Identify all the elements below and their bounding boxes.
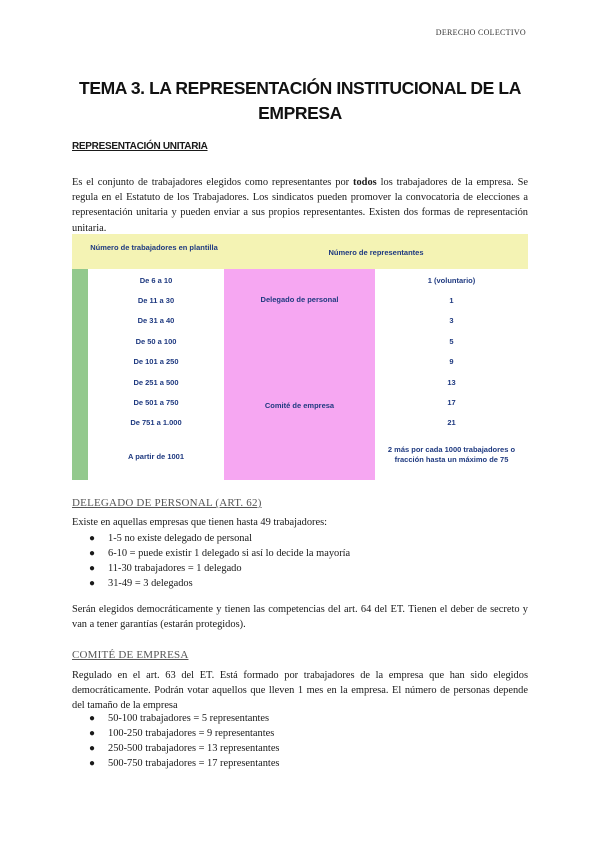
list-item [72, 546, 528, 561]
row-range: De 751 a 1.000 [130, 418, 182, 427]
list-item [72, 531, 528, 546]
list-item-text: 11-30 trabajadores = 1 delegado [108, 563, 242, 574]
intro-text-bold: todos [353, 177, 377, 188]
row-count: 3 [449, 316, 454, 325]
delegado-label: Delegado de personal [260, 295, 339, 304]
list-item [72, 726, 528, 741]
list-item-text: 50-100 trabajadores = 5 representantes [108, 713, 270, 724]
unitaria-intro-paragraph [72, 175, 528, 236]
delegado-intro: Existe en aquellas empresas que tienen hasta 49 trabajadores: [72, 517, 328, 528]
row-range: De 101 a 250 [133, 357, 179, 366]
row-count: 1 [449, 296, 454, 305]
bullet-icon: ● [89, 533, 96, 544]
row-range: De 251 a 500 [133, 378, 179, 387]
row-count: 13 [447, 378, 456, 387]
bullet-icon: ● [89, 713, 96, 724]
row-range: De 6 a 10 [139, 276, 173, 285]
header-workers: Número de trabajadores en plantilla [90, 243, 218, 252]
list-item-text: 500-750 trabajadores = 17 representantes [108, 758, 280, 769]
row-range: De 11 a 30 [137, 296, 175, 305]
list-item [72, 576, 528, 591]
list-item-text: 31-49 = 3 delegados [108, 578, 193, 589]
header-representatives: Número de representantes [328, 248, 424, 257]
row-range: A partir de 1001 [128, 452, 184, 461]
list-item [72, 711, 528, 726]
list-item [72, 561, 528, 576]
list-item-text: 1-5 no existe delegado de personal [108, 533, 252, 544]
intro-text-end: los trabajadores de la empresa. Se regula en el Estatuto de los Trabajadores. Los sindicatos pueden promover la convocatoria de elecciones a representación unitaria y pueden enviar a sus propios representantes. Existen dos formas de representación unitaria. [72, 177, 528, 234]
comite-list [72, 711, 528, 771]
delegado-closing: Serán elegidos democráticamente y tienen las competencias del art. 64 del ET. Tienen el deber de secreto y van a tener garantías (estarán protegidos). [72, 604, 528, 631]
comite-heading: COMITÉ DE EMPRESA [72, 649, 189, 661]
row-count: 21 [447, 418, 456, 427]
comite-label: Comité de empresa [264, 401, 335, 410]
row-count: 9 [449, 357, 454, 366]
row-range: De 31 a 40 [137, 316, 175, 325]
row-range: De 501 a 750 [133, 398, 179, 407]
row-count: 5 [449, 337, 454, 346]
comite-intro: Regulado en el art. 63 del ET. Está formado por trabajadores de la empresa que han sido elegidos democráticamente. Podrán votar aquellos que lleven 1 mes en la empresa. El número de personas depende del tamaño de la empresa [72, 670, 528, 712]
bullet-icon: ● [89, 758, 96, 769]
bullet-icon: ● [89, 578, 96, 589]
page-title: TEMA 3. LA REPRESENTACIÓN INSTITUCIONAL DE LA EMPRESA [79, 78, 521, 123]
row-count: 17 [447, 398, 456, 407]
bullet-icon: ● [89, 743, 96, 754]
bullet-icon: ● [89, 728, 96, 739]
row-count: 2 más por cada 1000 trabajadores o fracción hasta un máximo de 75 [387, 445, 516, 464]
list-item [72, 756, 528, 771]
bullet-icon: ● [89, 548, 96, 559]
list-item-text: 100-250 trabajadores = 9 representantes [108, 728, 275, 739]
representatives-table [72, 234, 528, 480]
delegado-heading: DELEGADO DE PERSONAL (ART. 62) [72, 497, 262, 509]
intro-text-start: Es el conjunto de trabajadores elegidos como representantes por [72, 177, 354, 188]
list-item [72, 741, 528, 756]
list-item-text: 6-10 = puede existir 1 delegado si así lo decide la mayoría [108, 548, 351, 559]
row-count: 1 (voluntario) [427, 276, 476, 285]
running-header: DERECHO COLECTIVO [435, 28, 526, 37]
delegado-list [72, 531, 528, 591]
list-item-text: 250-500 trabajadores = 13 representantes [108, 743, 280, 754]
bullet-icon: ● [89, 563, 96, 574]
section-heading-unitaria: REPRESENTACIÓN UNITARIA [72, 141, 208, 152]
green-marker-column [72, 269, 88, 480]
row-range: De 50 a 100 [135, 337, 177, 346]
